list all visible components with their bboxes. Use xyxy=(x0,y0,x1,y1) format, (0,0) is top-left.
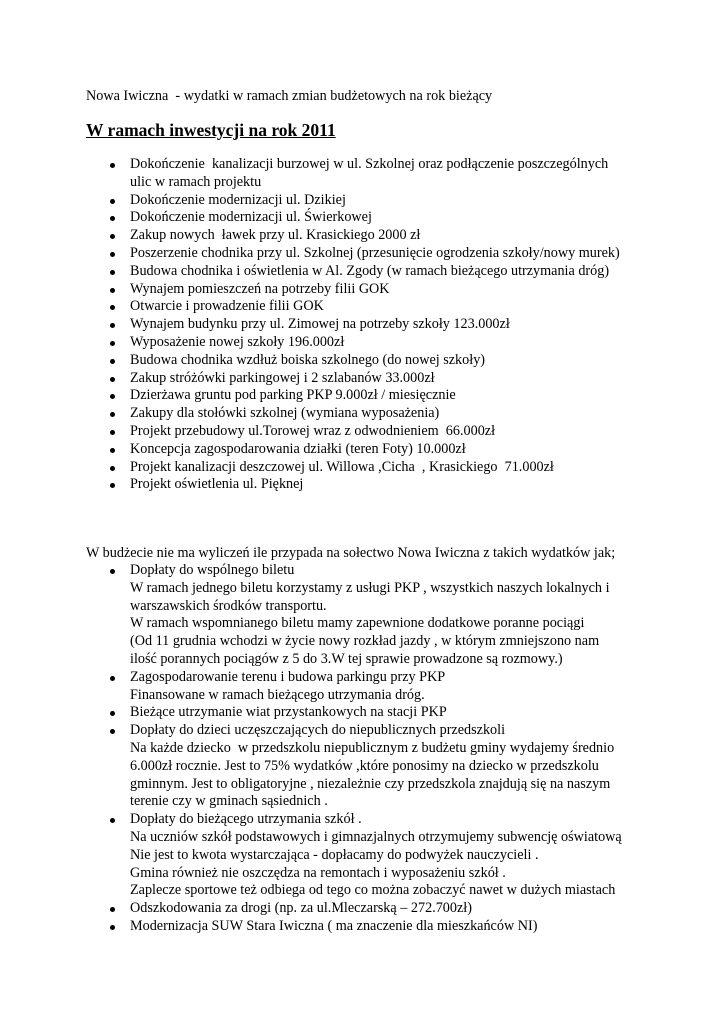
list-item-detail: Finansowane w ramach bieżącego utrzymania dróg. xyxy=(130,686,425,703)
list-item-title: Wynajem budynku przy ul. Zimowej na potrzeby szkoły 123.000zł xyxy=(130,316,510,333)
list-item-title: Poszerzenie chodnika przy ul. Szkolnej (przesunięcie ogrodzenia szkoły/nowy murek) xyxy=(130,244,620,261)
list-item xyxy=(0,811,622,900)
list-item-title: Dopłaty do dzieci uczęszczających do niepublicznych przedszkoli xyxy=(130,722,506,739)
list-item-detail: Na każde dziecko w przedszkolu niepublicznym z budżetu gminy wydajemy średnio xyxy=(130,739,615,756)
list-item-title: Projekt oświetlenia ul. Pięknej xyxy=(130,476,304,493)
list-item-title: Dokończenie kanalizacji burzowej w ul. Szkolnej oraz podłączenie poszczególnych xyxy=(130,156,609,172)
list-item-detail: Nie jest to kwota wystarczająca - dopłacamy do podwyżek nauczycieli . xyxy=(130,846,539,863)
list-item-title: Wyposażenie nowej szkoły 196.000zł xyxy=(130,333,345,350)
list-item xyxy=(0,900,622,918)
list-item-title: Projekt kanalizacji deszczowej ul. Willowa ,Cicha , Krasickiego 71.000zł xyxy=(130,458,554,475)
list-item-title: Dopłaty do bieżącego utrzymania szkół . xyxy=(130,811,362,828)
list-item xyxy=(0,423,620,441)
list-item xyxy=(0,918,622,936)
list-item-detail: warszawskich środków transportu. xyxy=(130,597,327,614)
list-item-title: Wynajem pomieszczeń na potrzeby filii GOK xyxy=(130,280,390,297)
list-item xyxy=(0,156,620,192)
section-title: W ramach inwestycji na rok 2011 xyxy=(86,120,336,140)
list-item-detail: Gmina również nie oszczędza na remontach i wyposażeniu szkół . xyxy=(130,864,506,881)
list-item xyxy=(0,352,620,370)
list-item-title: Otwarcie i prowadzenie filii GOK xyxy=(130,298,324,315)
list-item xyxy=(0,263,620,281)
list-item xyxy=(0,459,620,477)
list-item xyxy=(0,405,620,423)
list-item-title: Zagospodarowanie terenu i budowa parkingu przy PKP xyxy=(130,668,446,685)
list-item-title: Odszkodowania za drogi (np. za ul.Mleczarską – 272.700zł) xyxy=(130,900,472,917)
list-item-detail: W ramach jednego biletu korzystamy z usługi PKP , wszystkich naszych lokalnych i xyxy=(130,579,610,596)
other-expenses-list xyxy=(0,562,622,936)
list-item xyxy=(0,192,620,210)
list-item-title: Zakupy dla stołówki szkolnej (wymiana wyposażenia) xyxy=(130,405,440,422)
list-item xyxy=(0,245,620,263)
list-item xyxy=(0,227,620,245)
list-item xyxy=(0,562,622,669)
list-item-title: Modernizacja SUW Stara Iwiczna ( ma znaczenie dla mieszkańców NI) xyxy=(130,917,538,934)
list-item xyxy=(0,209,620,227)
list-item-title: Projekt przebudowy ul.Torowej wraz z odwodnieniem 66.000zł xyxy=(130,422,496,439)
list-item-detail: ulic w ramach projektu xyxy=(130,173,262,190)
list-item-title: Bieżące utrzymanie wiat przystankowych na stacji PKP xyxy=(130,704,447,721)
list-item-detail: W ramach wspomnianego biletu mamy zapewnione dodatkowe poranne pociągi xyxy=(130,615,585,632)
list-item-detail: Na uczniów szkół podstawowych i gimnazjalnych otrzymujemy subwencję oświatową xyxy=(130,828,622,845)
list-item-detail: gminnym. Jest to obligatoryjne , niezależnie czy przedszkola znajdują się na naszym xyxy=(130,775,611,792)
list-item-title: Dopłaty do wspólnego biletu xyxy=(130,562,295,578)
list-item-title: Budowa chodnika wzdłuż boiska szkolnego (do nowej szkoły) xyxy=(130,351,486,368)
list-item xyxy=(0,704,622,722)
list-item xyxy=(0,370,620,388)
list-item xyxy=(0,281,620,299)
list-item xyxy=(0,334,620,352)
list-item xyxy=(0,669,622,705)
list-item xyxy=(0,476,620,494)
list-item-title: Dokończenie modernizacji ul. Dzikiej xyxy=(130,191,346,208)
list-item-title: Dokończenie modernizacji ul. Świerkowej xyxy=(130,209,372,226)
list-item-detail: 6.000zł rocznie. Jest to 75% wydatków ,które ponosimy na dziecko w przedszkolu xyxy=(130,757,599,774)
intro-paragraph: W budżecie nie ma wyliczeń ile przypada na sołectwo Nowa Iwiczna z takich wydatków jak; xyxy=(86,545,616,561)
document-header: Nowa Iwiczna - wydatki w ramach zmian budżetowych na rok bieżący xyxy=(86,88,493,104)
list-item-title: Zakup nowych ławek przy ul. Krasickiego 2000 zł xyxy=(130,227,421,244)
investment-list xyxy=(0,156,620,494)
list-item-title: Budowa chodnika i oświetlenia w Al. Zgody (w ramach bieżącego utrzymania dróg) xyxy=(130,262,610,279)
list-item-title: Dzierżawa gruntu pod parking PKP 9.000zł / miesięcznie xyxy=(130,387,456,404)
list-item-detail: terenie czy w gminach sąsiednich . xyxy=(130,793,328,810)
list-item-detail: (Od 11 grudnia wchodzi w życie nowy rozkład jazdy , w którym zmniejszono nam xyxy=(130,633,600,650)
list-item-title: Koncepcja zagospodarowania działki (teren Foty) 10.000zł xyxy=(130,440,466,457)
list-item xyxy=(0,441,620,459)
list-item-detail: Zaplecze sportowe też odbiega od tego co można zobaczyć nawet w dużych miastach xyxy=(130,882,616,899)
list-item xyxy=(0,387,620,405)
list-item-title: Zakup stróżówki parkingowej i 2 szlabanów 33.000zł xyxy=(130,369,435,386)
list-item xyxy=(0,298,620,316)
list-item xyxy=(0,722,622,811)
list-item xyxy=(0,316,620,334)
list-item-detail: ilość porannych pociągów z 5 do 3.W tej sprawie prowadzone są rozmowy.) xyxy=(130,650,563,667)
